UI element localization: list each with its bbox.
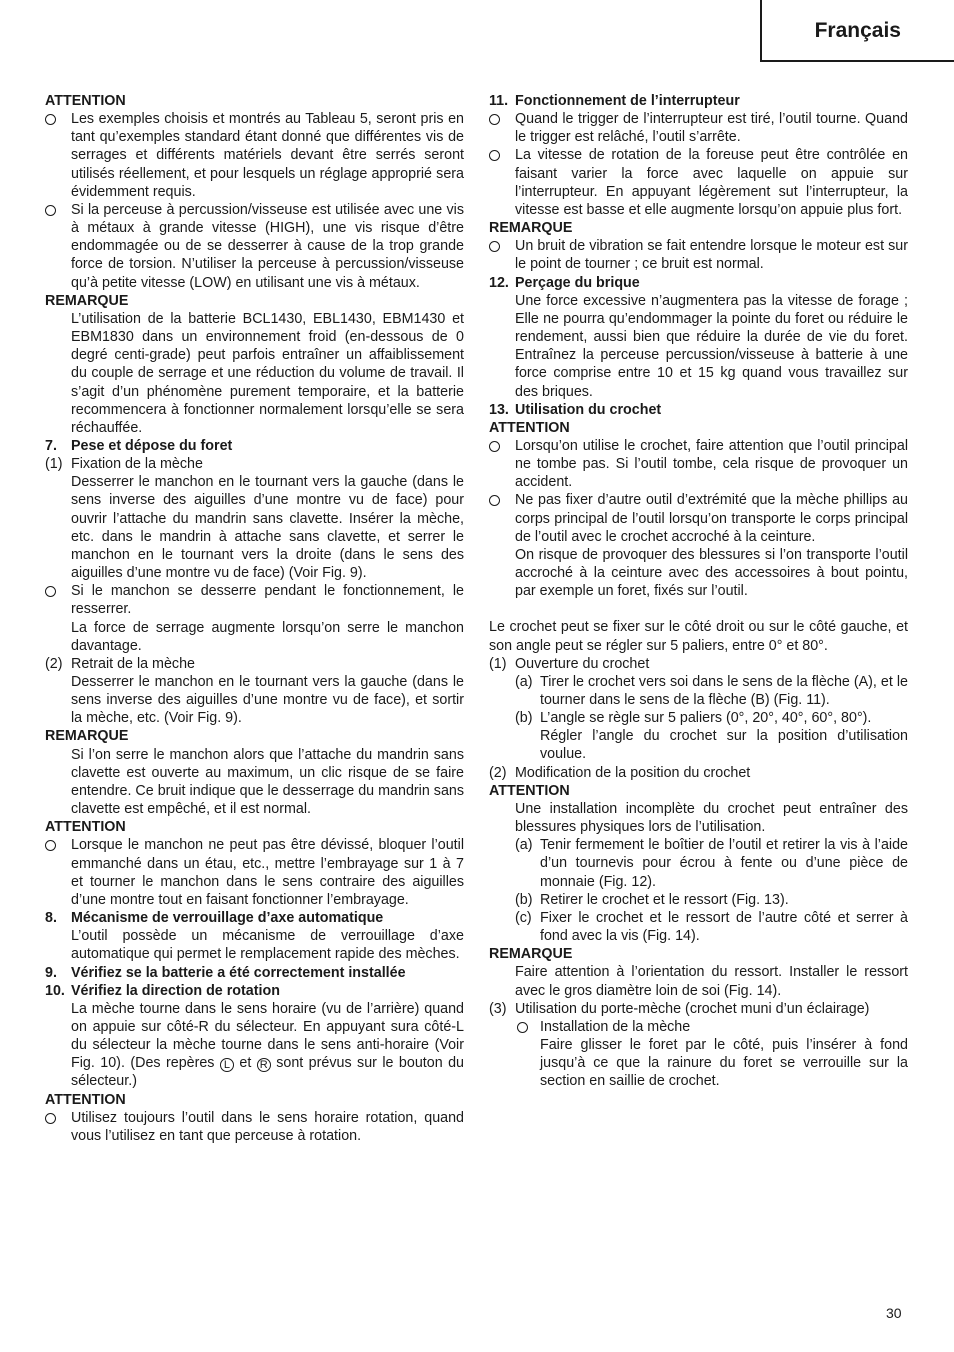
bullet-item: Lorsqu’on utilise le crochet, faire attention que l’outil principal ne tombe pas. Si l’outil tombe, cela risque de provoquer un accident. [489,437,908,491]
subsection-heading: (1) Ouverture du crochet [489,655,650,672]
step-item: (b) L’angle se règle sur 5 paliers (0°, 20°, 40°, 60°, 80°). [515,710,872,727]
attention-heading: ATTENTION [489,782,570,799]
remark-heading: REMARQUE [489,946,573,963]
right-column [489,92,908,1090]
paragraph: Desserrer le manchon en le tournant vers la gauche (dans le sens inverse des aiguilles d’une montre vu de face), et sortir la mèche, etc. (Voir Fig. 9). [71,674,464,727]
language-tab [760,0,954,62]
bullet-item: Un bruit de vibration se fait entendre lorsque le moteur est sur le point de tourner ; ce bruit est normal. [489,237,908,273]
attention-heading: ATTENTION [45,819,126,836]
circle-bullet-icon [45,205,56,216]
bullet-item: Utilisez toujours l’outil dans le sens horaire rotation, quand vous l’utilisez en tant que perceuse à rotation. [45,1109,464,1145]
language-label: Français [814,19,901,42]
step-item: (a) Tenir fermement le boîtier de l’outil et retirer la vis à l’aide d’un tournevis pour écrou à fente ou d’une pièce de monnaie (Fig. 12). [515,837,908,890]
remark-heading: REMARQUE [489,220,573,237]
paragraph: Faire glisser le foret par le côté, puis l’insérer à fond jusqu’à ce que la rainure du foret se verrouille sur la section en saillie de crochet. [540,1036,908,1090]
remark-heading: REMARQUE [45,292,129,309]
paragraph: L’outil possède un mécanisme de verrouillage d’axe automatique qui permet le remplacement rapide des mèches. [71,928,464,963]
subsection-heading: (1) Fixation de la mèche [45,456,203,473]
section-heading-13: 13. Utilisation du crochet [489,401,662,418]
circle-bullet-icon [489,114,500,125]
step-item: (a) Tirer le crochet vers soi dans le sens de la flèche (A), et le tourner dans le sens de la flèche (B) (Fig. 11). [515,673,908,708]
section-heading-7: 7. Pese et dépose du foret [45,437,233,454]
bullet-item: Installation de la mèche [489,1018,908,1036]
section-heading-11: 11. Fonctionnement de l’interrupteur [489,93,740,109]
step-item: (b) Retirer le crochet et le ressort (Fig. 13). [515,891,789,908]
attention-heading: ATTENTION [489,419,570,436]
r-symbol-icon: R [257,1058,271,1072]
section-heading-8: 8. Mécanisme de verrouillage d’axe automatique [45,910,384,927]
subsection-heading: (2) Retrait de la mèche [45,655,195,672]
bullet-item: La vitesse de rotation de la foreuse peut être contrôlée en faisant varier la force avec laquelle on appuie sur l’interrupteur. En appuyant légèrement sut l’interrupteur, la vitesse est basse et elle augmente lorsqu’on appuie plus fort. [489,146,908,219]
circle-bullet-icon [517,1022,528,1033]
circle-bullet-icon [45,114,56,125]
attention-heading: ATTENTION [45,1091,126,1108]
subsection-heading: (2) Modification de la position du crochet [489,764,751,781]
bullet-item: Si la perceuse à percussion/visseuse est utilisée avec une vis à métaux à grande vitesse (HIGH), une vis risque d’être endommagée ou de se desserrer à cause de la trop grande force de torsion. N’utiliser la perceuse à percussion/visseuse qu’à petite vitesse (LOW) en utilisant une vis à métaux. [45,201,464,292]
bullet-item: Lorsque le manchon ne peut pas être dévissé, bloquer l’outil emmanché dans un étau, etc., mettre l’embrayage sur 1 à 7 et tourner le manchon dans le sens contraire des aiguilles d’une montre tout en faisant fonctionner l’embrayage. [45,836,464,909]
paragraph: Une installation incomplète du crochet peut entraîner des blessures physiques lors de l’utilisation. [515,800,908,836]
paragraph: Le crochet peut se fixer sur le côté droit ou sur le côté gauche, et son angle peut se régler sur 5 paliers, entre 0° et 80°. [489,619,908,654]
section-heading-9: 9. Vérifiez se la batterie a été correctement installée [45,964,406,981]
circle-bullet-icon [489,241,500,252]
section-heading-10: 10. Vérifiez la direction de rotation [45,982,280,999]
remark-text: Si l’on serre le manchon alors que l’attache du mandrin sans clavette est ouverte au maximum, un clic risque de se faire entendre. Ce bruit indique que le desserrage du mandrin sans clavette est empêché, et il est normal. [71,746,464,818]
l-symbol-icon: L [220,1058,234,1072]
remark-text: Faire attention à l’orientation du ressort. Installer le ressort avec le gros diamètre loin de soi (Fig. 14). [515,964,908,999]
page-number: 30 [886,1305,902,1321]
bullet-item: Quand le trigger de l’interrupteur est tiré, l’outil tourne. Quand le trigger est relâché, l’outil s’arrête. [489,110,908,146]
remark-text: L’utilisation de la batterie BCL1430, EBL1430, EBM1430 et EBM1830 dans un environnement froid (en-dessous de 0 degré centi-grade) peut parfois entraîner un affaiblissement du couple de serrage et une réduction du volume de travail. Il s’agit d’un phénomène purement temporaire, et la batterie recommencera à fonctionner normalement lorsqu’elle se sera réchauffée. [71,310,464,436]
bullet-item: Les exemples choisis et montrés au Tableau 5, seront pris en tant qu’exemples standard étant donné que différentes vis de serrages et différents matériels devant être serrés seront utilisés réellement, et pour lesquels un réglage approprié sera évidemment requis. [45,110,464,201]
circle-bullet-icon [45,586,56,597]
paragraph: Régler l’angle du crochet sur la position d’utilisation voulue. [540,728,908,763]
paragraph: Desserrer le manchon en le tournant vers la gauche (dans le sens inverse des aiguilles d’une montre vu de face) pour ouvrir l’attache du mandrin sans clavette. Insérer la mèche, etc. dans le mandrin à attache sans clavette, et serrer le manchon en le tournant vers la droite (dans le sens des aiguilles d’une montre vu de face) (Voir Fig. 9). [71,474,464,582]
remark-heading: REMARQUE [45,728,129,745]
circle-bullet-icon [489,441,500,452]
section-heading-12: 12. Perçage du brique [489,274,640,291]
bullet-item: Si le manchon se desserre pendant le fonctionnement, le resserrer. [45,582,464,618]
bullet-item: Ne pas fixer d’autre outil d’extrémité que la mèche phillips au corps principal de l’outil lorsqu’on transporte le corps principal de l’outil avec le crochet accroché à la ceinture. [489,491,908,545]
step-item: (c) Fixer le crochet et le ressort de l’autre côté et serrer à fond avec la vis (Fig. 14). [515,909,908,945]
paragraph: La force de serrage augmente lorsqu’on serre le manchon davantage. [71,619,464,654]
paragraph: On risque de provoquer des blessures si l’on transporte l’outil accroché à la ceinture avec des accessoires à bout pointu, par exemple un foret, fixés sur l’outil. [515,546,908,600]
circle-bullet-icon [45,1113,56,1124]
subsection-heading: (3) Utilisation du porte-mèche (crochet muni d’un éclairage) [489,1000,870,1017]
paragraph: Une force excessive n’augmentera pas la vitesse de forage ; Elle ne pourra qu’endommager la pointe du foret ou réduire le rendement, aussi bien que réduire la durée de vie du foret. Entraînez la perceuse percussion/visseuse à batterie à une force comprise entre 10 et 15 kg quand vous travaillez sur des briques. [515,292,908,400]
circle-bullet-icon [489,495,500,506]
circle-bullet-icon [45,840,56,851]
attention-heading: ATTENTION [45,93,126,109]
circle-bullet-icon [489,150,500,161]
paragraph: La mèche tourne dans le sens horaire (vu de l’arrière) quand on appuie sur côté-R du sélecteur. En appuyant sura côté-L du sélecteur la mèche tourne dans le sens anti-horaire (Voir Fig. 10). (Des repères L et R sont prévus sur le bouton du sélecteur.) [71,1000,464,1090]
left-column [45,92,464,1145]
